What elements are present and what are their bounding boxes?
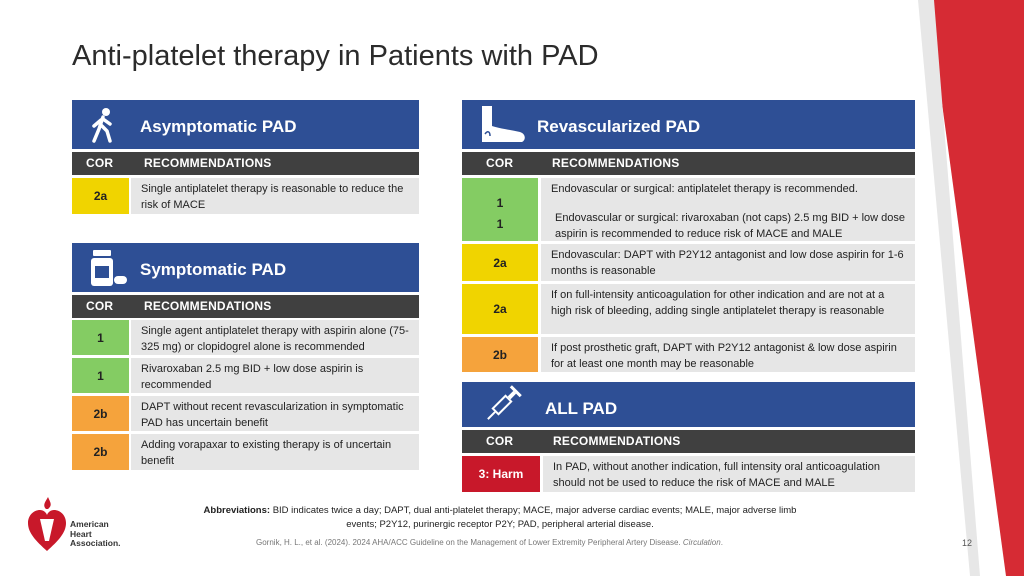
cor-badge: 3: Harm [462,456,540,492]
abbreviations-text: BID indicates twice a day; DAPT, dual anti-platelet therapy; MACE, major adverse cardiac events; MALE, major adverse limb events; P2Y12, purinergic receptor P2Y; PAD, peripheral arterial disease. [272,505,797,530]
recommendation-text: Single agent antiplatelet therapy with aspirin alone (75-325 mg) or clopidogrel alone is recommended [131,320,419,355]
citation [256,538,723,547]
cor-badge: 1 [72,358,129,393]
logo-wordmark [70,520,121,549]
recommendation-text: Single antiplatelet therapy is reasonable to reduce the risk of MACE [131,178,419,214]
cor-badge: 2a [462,284,538,334]
red-corner-decoration [918,0,1024,576]
cor-badge: 2a [462,244,538,281]
recommendations-header: RECOMMENDATIONS [144,299,272,313]
revascularized-table-header [462,152,915,175]
recommendation-text: Endovascular or surgical: antiplatelet therapy is recommended. [541,178,915,207]
recommendations-header: RECOMMENDATIONS [144,156,272,170]
citation-text: Gornik, H. L., et al. (2024). 2024 AHA/ACC Guideline on the Management of Lower Extremity Peripheral Artery Disease. [256,538,681,547]
citation-end: . [720,538,723,547]
asymptomatic-heading-bar [72,100,419,149]
pill-bottle-icon [88,248,128,288]
abbreviations-note [200,504,800,532]
allpad-heading-bar [462,382,915,427]
cor-header: COR [86,299,114,313]
allpad-table-header [462,430,915,453]
cor-value: 1 [496,195,504,210]
cor-badge: 2b [72,396,129,431]
recommendations-header: RECOMMENDATIONS [552,156,680,170]
revascularized-heading: Revascularized PAD [537,117,701,136]
cor-header: COR [86,156,114,170]
symptomatic-heading: Symptomatic PAD [140,260,287,279]
logo-line: Heart [70,528,92,539]
cor-header: COR [486,156,514,170]
logo-line: Association. [70,538,121,548]
asymptomatic-table-header [72,152,419,175]
foot-icon [476,104,528,146]
allpad-heading: ALL PAD [545,399,618,418]
cor-badge [462,178,538,241]
recommendation-text: Endovascular: DAPT with P2Y12 antagonist and low dose aspirin for 1-6 months is reasonable [541,244,915,281]
logo-line: American [70,519,109,529]
cor-badge: 2b [72,434,129,470]
cor-badge: 1 [72,320,129,355]
syringe-icon [480,384,524,426]
walking-person-icon [88,107,118,143]
recommendation-text: If on full-intensity anticoagulation for other indication and are not at a high risk of bleeding, adding single antiplatelet therapy is reasonable [541,284,915,334]
recommendation-text: Adding vorapaxar to existing therapy is of uncertain benefit [131,434,419,470]
page-number: 12 [962,538,973,548]
recommendation-text: Rivaroxaban 2.5 mg BID + low dose aspirin is recommended [131,358,419,393]
recommendation-text: Endovascular or surgical: rivaroxaban (not caps) 2.5 mg BID + low dose aspirin is recommended to reduce risk of MACE and MALE [541,207,915,241]
cor-badge: 2b [462,337,538,372]
recommendation-text: DAPT without recent revascularization in symptomatic PAD has uncertain benefit [131,396,419,431]
abbreviations-label: Abbreviations: [203,505,271,516]
cor-value: 1 [496,216,504,231]
heart-torch-logo [26,497,68,553]
citation-journal: Circulation [682,538,721,547]
revascularized-heading-bar [462,100,915,149]
recommendation-text: In PAD, without another indication, full intensity oral anticoagulation should not be used to reduce the risk of MACE and MALE [543,456,915,492]
cor-badge: 2a [72,178,129,214]
symptomatic-table-header [72,295,419,318]
symptomatic-heading-bar [72,243,419,292]
asymptomatic-heading: Asymptomatic PAD [140,117,297,136]
cor-header: COR [486,434,514,448]
recommendations-header: RECOMMENDATIONS [553,434,681,448]
recommendation-text: If post prosthetic graft, DAPT with P2Y12 antagonist & low dose aspirin for at least one month may be reasonable [541,337,915,372]
page-title: Anti-platelet therapy in Patients with PAD [72,40,599,72]
